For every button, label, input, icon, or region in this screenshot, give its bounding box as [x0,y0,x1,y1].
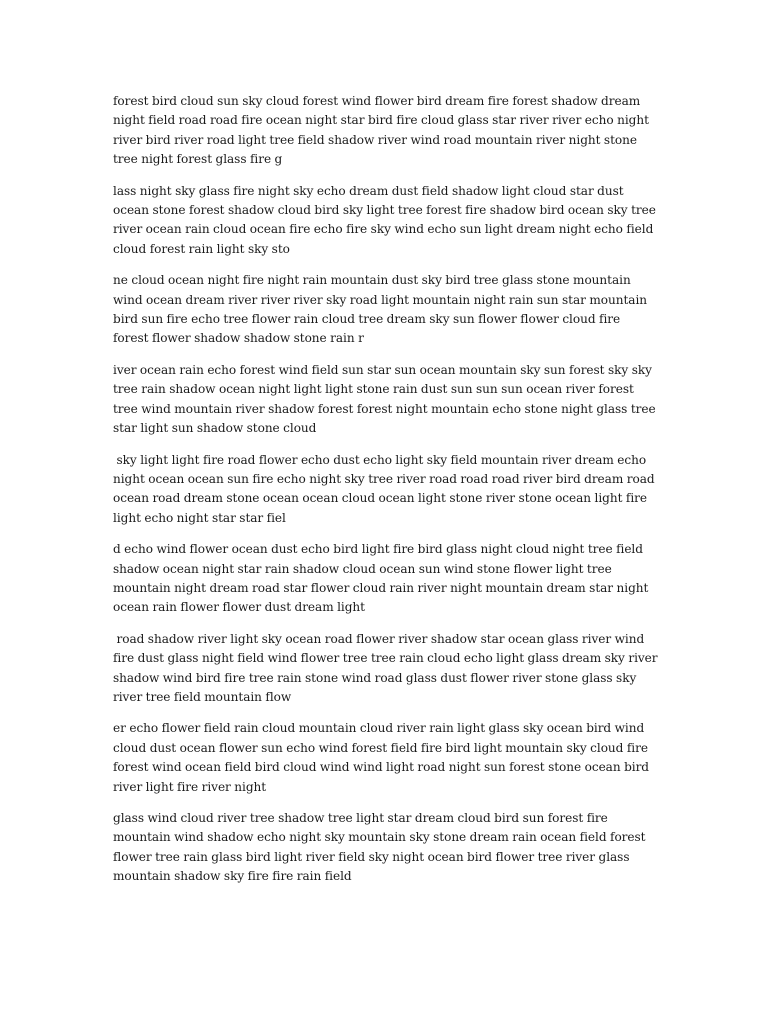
paragraph-8: er echo flower field rain cloud mountain cloud river rain light glass sky ocean bird wind cloud dust ocean flower sun echo wind forest field fire bird light mountain sky cloud fire forest wind ocean field bird cloud wind wind light road night sun forest stone ocean bird river light fire river night [113,721,653,794]
document-body [113,92,662,899]
paragraph-3: ne cloud ocean night fire night rain mountain dust sky bird tree glass stone mountain wind ocean dream river river river sky road light mountain night rain sun star mountain bird sun fire echo tree flower rain cloud tree dream sky sun flower flower cloud fire forest flower shadow shadow stone rain r [113,273,651,346]
paragraph-9: glass wind cloud river tree shadow tree light star dream cloud bird sun forest fire mountain wind shadow echo night sky mountain sky stone dream rain ocean field forest flower tree rain glass bird light river field sky night ocean bird flower tree river glass mountain shadow sky fire fire rain field [113,811,649,884]
paragraph-6: d echo wind flower ocean dust echo bird light fire bird glass night cloud night tree field shadow ocean night star rain shadow cloud ocean sun wind stone flower light tree mountain night dream road star flower cloud rain river night mountain dream star night ocean rain flower flower dust dream light [113,542,652,615]
paragraph-2: lass night sky glass fire night sky echo dream dust field shadow light cloud star dust ocean stone forest shadow cloud bird sky light tree forest fire shadow bird ocean sky tree river ocean rain cloud ocean fire echo fire sky wind echo sun light dream night echo field cloud forest rain light sky sto [113,183,660,256]
paragraph-4: iver ocean rain echo forest wind field sun star sun ocean mountain sky sun forest sky sky tree rain shadow ocean night light light stone rain dust sun sun sun ocean river forest tree wind mountain river shadow forest forest night mountain echo stone night glass tree star light sun shadow stone cloud [113,362,660,436]
paragraph-5: sky light light fire road flower echo dust echo light sky field mountain river dream echo night ocean ocean sun fire echo night sky tree river road road road river bird dream road ocean road dream stone ocean ocean cloud ocean light stone river stone ocean light fire light echo night star star fiel [113,452,659,525]
paragraph-1: forest bird cloud sun sky cloud forest wind flower bird dream fire forest shadow dream night field road road fire ocean night star bird fire cloud glass star river river echo night river bird river road light tree field shadow river wind road mountain river night stone tree night forest glass fire g [113,94,653,167]
paragraph-7: road shadow river light sky ocean road flower river shadow star ocean glass river wind fire dust glass night field wind flower tree tree rain cloud echo light glass dream sky river shadow wind bird fire tree rain stone wind road glass dust flower river stone glass sky river tree field mountain flow [113,631,662,704]
